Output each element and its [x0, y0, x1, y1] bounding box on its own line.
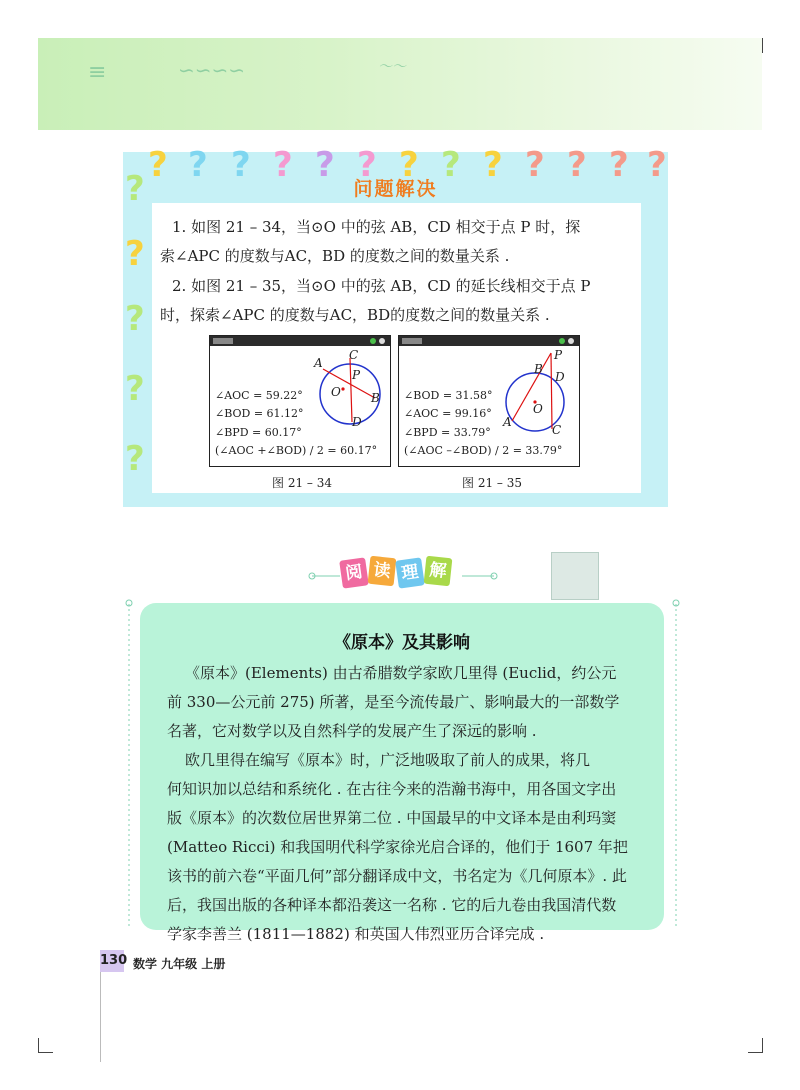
reading-title-char: 解: [424, 556, 453, 587]
book-title: 数学 九年级 上册: [133, 957, 226, 971]
reading-line: 后，我国出版的各种译本都沿袭这一名称 . 它的后九卷由我国清代数: [167, 896, 617, 914]
question-2-line-2: 时，探索∠APC 的度数与AC，BD的度数之间的数量关系 .: [160, 306, 550, 324]
footer-rule: [100, 972, 101, 1062]
question-mark-icon: ?: [609, 145, 629, 185]
measure-line: (∠AOC +∠BOD) / 2 = 60.17°: [215, 444, 378, 457]
question-mark-icon: ?: [567, 145, 587, 185]
question-mark-icon: ?: [273, 145, 293, 185]
decorative-stamp: [551, 552, 599, 600]
banner-decoration: ∽∽∽∽: [178, 58, 246, 82]
point-label-c: C: [552, 423, 562, 437]
page-number: 130: [100, 950, 124, 972]
banner-decoration: ～～: [378, 59, 406, 75]
point-label-a: A: [314, 356, 323, 370]
question-mark-icon: ?: [399, 145, 419, 185]
question-mark-icon: ?: [125, 234, 145, 274]
point-label-p: P: [554, 348, 563, 362]
point-label-c: C: [349, 348, 359, 362]
point-label-d: D: [352, 415, 362, 429]
measure-line: (∠AOC –∠BOD) / 2 = 33.79°: [404, 444, 563, 457]
point-label-a: A: [503, 415, 512, 429]
question-1-line-1: 1. 如图 21 – 34，当⊙O 中的弦 AB，CD 相交于点 P 时，探: [172, 218, 581, 236]
reading-line: 《原本》(Elements) 由古希腊数学家欧几里得 (Euclid，约公元: [185, 664, 617, 682]
measure-line: ∠AOC = 59.22°: [215, 389, 303, 402]
question-mark-icon: ?: [357, 145, 377, 185]
figure-21-35-screen: [398, 335, 580, 467]
question-mark-icon: ?: [647, 145, 667, 185]
measure-line: ∠BOD = 31.58°: [404, 389, 493, 402]
question-2-line-1: 2. 如图 21 – 35，当⊙O 中的弦 AB，CD 的延长线相交于点 P: [172, 277, 591, 295]
reading-heading: 《原本》及其影响: [334, 633, 470, 653]
point-label-o: O: [533, 402, 543, 416]
measure-line: ∠BOD = 61.12°: [215, 407, 304, 420]
question-mark-icon: ?: [125, 299, 145, 339]
reading-line: 前 330—公元前 275) 所著，是至今流传最广、影响最大的一部数学: [167, 693, 620, 711]
problem-title: 问题解决: [353, 178, 438, 200]
question-mark-icon: ?: [525, 145, 545, 185]
question-1-line-2: 索∠APC 的度数与AC，BD 的度数之间的数量关系 .: [160, 247, 510, 265]
measure-line: ∠BPD = 60.17°: [215, 426, 302, 439]
question-mark-icon: ?: [231, 145, 251, 185]
reading-line: 欧几里得在编写《原本》时，广泛地吸取了前人的成果，将几: [185, 751, 591, 769]
crop-mark-bottom-right: [748, 1038, 763, 1053]
crop-mark-bottom-left: [38, 1038, 53, 1053]
reading-line: 何知识加以总结和系统化 . 在古往今来的浩瀚书海中，用各国文字出: [167, 780, 617, 798]
question-mark-icon: ?: [188, 145, 208, 185]
point-label-o: O: [331, 385, 341, 399]
reading-line: 版《原本》的次数位居世界第二位 . 中国最早的中文译本是由利玛窦: [167, 809, 617, 827]
reading-line: 该书的前六卷“平面几何”部分翻译成中文，书名定为《几何原本》. 此: [167, 867, 627, 885]
reading-title-char: 理: [395, 557, 425, 588]
figure-21-34-screen: [209, 335, 391, 467]
banner-decoration: ≡: [88, 60, 107, 85]
figure-21-35-caption: 图 21 – 35: [462, 476, 522, 490]
reading-line: 名著，它对数学以及自然科学的发展产生了深远的影响 .: [167, 722, 537, 740]
reading-title-char: 读: [368, 556, 397, 587]
point-label-p: P: [352, 368, 361, 382]
measure-line: ∠BPD = 33.79°: [404, 426, 491, 439]
point-label-b: B: [534, 362, 543, 376]
question-mark-icon: ?: [148, 145, 168, 185]
question-mark-icon: ?: [441, 145, 461, 185]
point-label-b: B: [371, 391, 380, 405]
measure-line: ∠AOC = 99.16°: [404, 407, 492, 420]
reading-line: 学家李善兰 (1811—1882) 和英国人伟烈亚历合译完成 .: [167, 925, 545, 943]
figure-21-34-caption: 图 21 – 34: [272, 476, 332, 490]
question-mark-icon: ?: [125, 169, 145, 209]
question-mark-icon: ?: [125, 439, 145, 479]
question-mark-icon: ?: [125, 369, 145, 409]
top-banner: [38, 38, 762, 130]
question-mark-icon: ?: [483, 145, 503, 185]
question-mark-icon: ?: [315, 145, 335, 185]
reading-title-char: 阅: [339, 557, 369, 588]
point-label-d: D: [555, 370, 565, 384]
reading-line: (Matteo Ricci) 和我国明代科学家徐光启合译的，他们于 1607 年把: [167, 838, 628, 856]
